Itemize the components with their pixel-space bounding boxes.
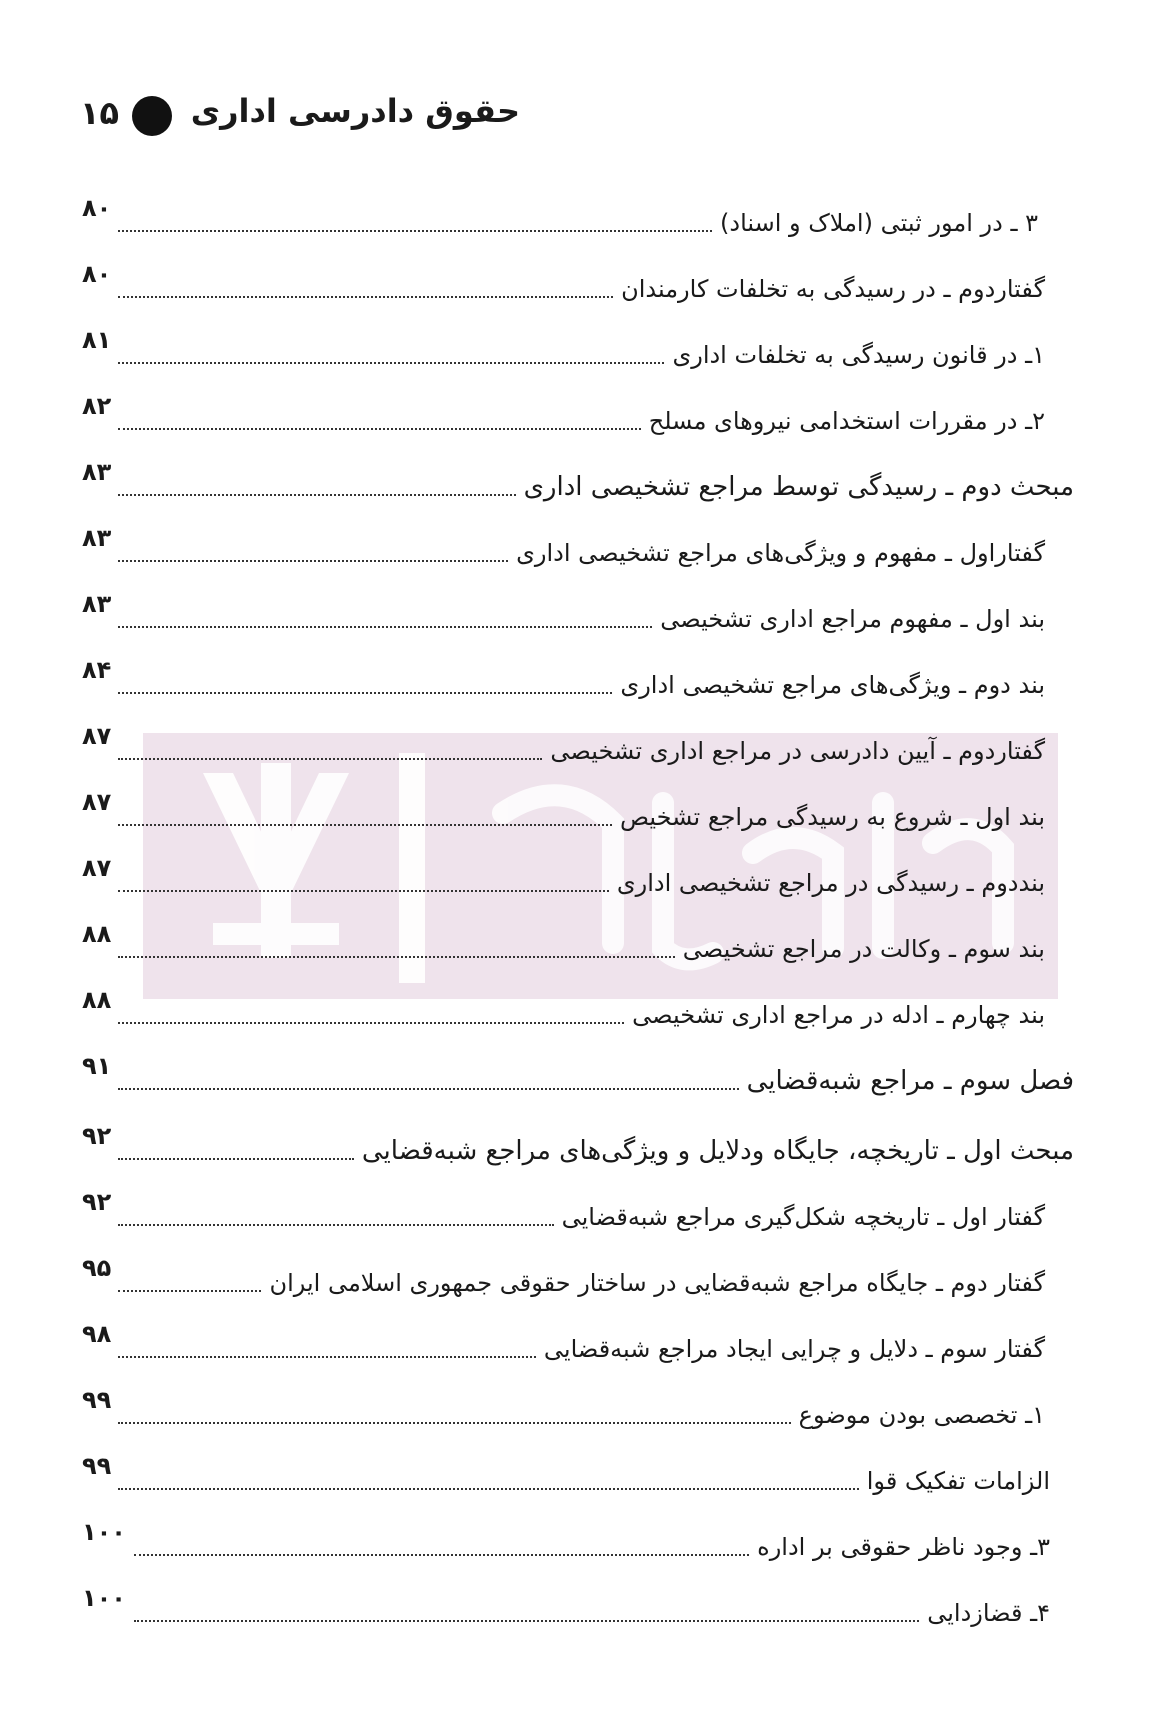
dot-leader [118,468,516,496]
book-title: حقوق دادرسی اداری [190,92,520,130]
toc-row [0,1580,1150,1630]
toc-entry-title: ۴ـ قضازدایی [927,1599,1050,1627]
dot-leader [118,930,675,958]
toc-entry-title: گفتار دوم ـ جایگاه مراجع شبه‌قضایی در ساختار حقوقی جمهوری اسلامی ایران [269,1269,1045,1297]
bullet-dot-icon [132,96,172,136]
dot-leader [118,1132,354,1160]
toc-row [0,1448,1150,1498]
toc-page-number: ۸۷ [82,788,112,816]
toc-row [0,718,1150,768]
toc-page-number: ۸۰ [82,260,112,288]
toc-page-number: ۹۹ [82,1452,112,1480]
toc-entry-title: بند دوم ـ ویژگی‌های مراجع تشخیصی اداری [620,671,1045,699]
toc-page-number: ۹۲ [82,1188,112,1216]
toc-row [0,982,1150,1032]
toc-page-number: ۸۰ [82,194,112,222]
dot-leader [118,270,613,298]
toc-page-number: ۸۱ [82,326,112,354]
dot-leader [118,402,641,430]
toc-entry [118,1118,1074,1168]
toc-entry [118,454,1074,504]
toc-entry [118,784,1045,834]
toc-row [0,652,1150,702]
toc-entry [134,1514,1050,1564]
toc-entry-title: گفتار اول ـ تاریخچه شکل‌گیری مراجع شبه‌قضایی [561,1203,1045,1231]
toc-entry-title: ۳ ـ در امور ثبتی (املاک و اسناد) [720,209,1038,237]
toc-page-number: ۹۵ [82,1254,112,1282]
toc-entry-title: ۱ـ تخصصی بودن موضوع [798,1401,1045,1429]
toc-entry-title: الزامات تفکیک قوا [866,1467,1050,1495]
toc-entry [118,1250,1045,1300]
toc-entry-title: بنددوم ـ رسیدگی در مراجع تشخیصی اداری [616,869,1045,897]
toc-row [0,190,1150,240]
toc-entry-title: ۱ـ در قانون رسیدگی به تخلفات اداری [672,341,1045,369]
toc-entry-title: ۳ـ وجود ناظر حقوقی بر اداره [757,1533,1050,1561]
dot-leader [118,534,508,562]
dot-leader [118,864,609,892]
toc-row [0,1382,1150,1432]
page-number: ۱۵ [80,94,120,132]
toc-row [0,850,1150,900]
toc-entry-title: بند سوم ـ وکالت در مراجع تشخیصی [682,935,1045,963]
toc-entry [118,256,1045,306]
toc-entry-title: گفتار سوم ـ دلایل و چرایی ایجاد مراجع شبه‌قضایی [543,1335,1045,1363]
toc-entry-title: گفتاراول ـ مفهوم و ویژگی‌های مراجع تشخیصی اداری [516,539,1045,567]
toc-page-number: ۹۲ [82,1122,112,1150]
dot-leader [134,1528,749,1556]
toc-row [0,256,1150,306]
toc-page-number: ۱۰۰ [82,1518,126,1546]
toc-entry [118,190,1038,240]
toc-page-number: ۸۳ [82,590,112,618]
toc-entry-title: بند اول ـ مفهوم مراجع اداری تشخیصی [660,605,1045,633]
toc-page-number: ۱۰۰ [82,1584,126,1612]
toc-row [0,1250,1150,1300]
toc-entry [118,1448,1050,1498]
page-header [80,88,520,148]
toc-row [0,586,1150,636]
toc-entry [118,1184,1045,1234]
toc-page-number: ۸۴ [82,656,112,684]
dot-leader [118,996,624,1024]
dot-leader [118,798,612,826]
toc-row [0,388,1150,438]
toc-entry-title: مبحث دوم ـ رسیدگی توسط مراجع تشخیصی اداری [523,472,1074,502]
dot-leader [118,732,542,760]
toc-entry-title: بند چهارم ـ ادله در مراجع اداری تشخیصی [632,1001,1045,1029]
toc-entry [118,850,1045,900]
toc-page-number: ۹۸ [82,1320,112,1348]
toc-entry [118,718,1045,768]
dot-leader [134,1594,919,1622]
toc-row [0,1514,1150,1564]
toc-entry [118,388,1045,438]
toc-entry-title: ۲ـ در مقررات استخدامی نیروهای مسلح [648,407,1045,435]
toc-page-number: ۸۷ [82,722,112,750]
toc-entry-title: فصل سوم ـ مراجع شبه‌قضایی [746,1066,1074,1096]
toc-row [0,1316,1150,1366]
toc-page-number: ۸۸ [82,986,112,1014]
toc-entry-title: گفتاردوم ـ در رسیدگی به تخلفات کارمندان [621,275,1045,303]
dot-leader [118,600,652,628]
toc-entry-title: گفتاردوم ـ آیین دادرسی در مراجع اداری تشخیصی [550,737,1045,765]
toc-entry [134,1580,1050,1630]
dot-leader [118,1330,536,1358]
toc-entry [118,1382,1045,1432]
dot-leader [118,1264,261,1292]
toc-page-number: ۹۹ [82,1386,112,1414]
toc-entry-title: مبحث اول ـ تاریخچه، جایگاه ودلایل و ویژگی‌های مراجع شبه‌قضایی [361,1136,1074,1166]
dot-leader [118,1462,859,1490]
toc-entry [118,916,1045,966]
toc-page-number: ۸۳ [82,458,112,486]
toc-page-number: ۸۷ [82,854,112,882]
toc-row [0,1048,1150,1098]
toc-entry [118,322,1045,372]
dot-leader [118,1396,791,1424]
dot-leader [118,666,612,694]
toc-page-number: ۸۳ [82,524,112,552]
toc-entry [118,652,1045,702]
dot-leader [118,1198,554,1226]
toc-page-number: ۹۱ [82,1052,112,1080]
toc-page-number: ۸۸ [82,920,112,948]
toc-entry [118,982,1045,1032]
dot-leader [118,204,712,232]
dot-leader [118,1062,739,1090]
toc-row [0,916,1150,966]
toc-entry-title: بند اول ـ شروع به رسیدگی مراجع تشخیص [619,803,1045,831]
toc-entry [118,1316,1045,1366]
toc-row [0,322,1150,372]
toc-page-number: ۸۲ [82,392,112,420]
toc-entry [118,586,1045,636]
toc-row [0,1184,1150,1234]
dot-leader [118,336,664,364]
toc-row [0,784,1150,834]
toc-row [0,454,1150,504]
toc-row [0,1118,1150,1168]
toc-row [0,520,1150,570]
toc-entry [118,1048,1074,1098]
toc-entry [118,520,1045,570]
